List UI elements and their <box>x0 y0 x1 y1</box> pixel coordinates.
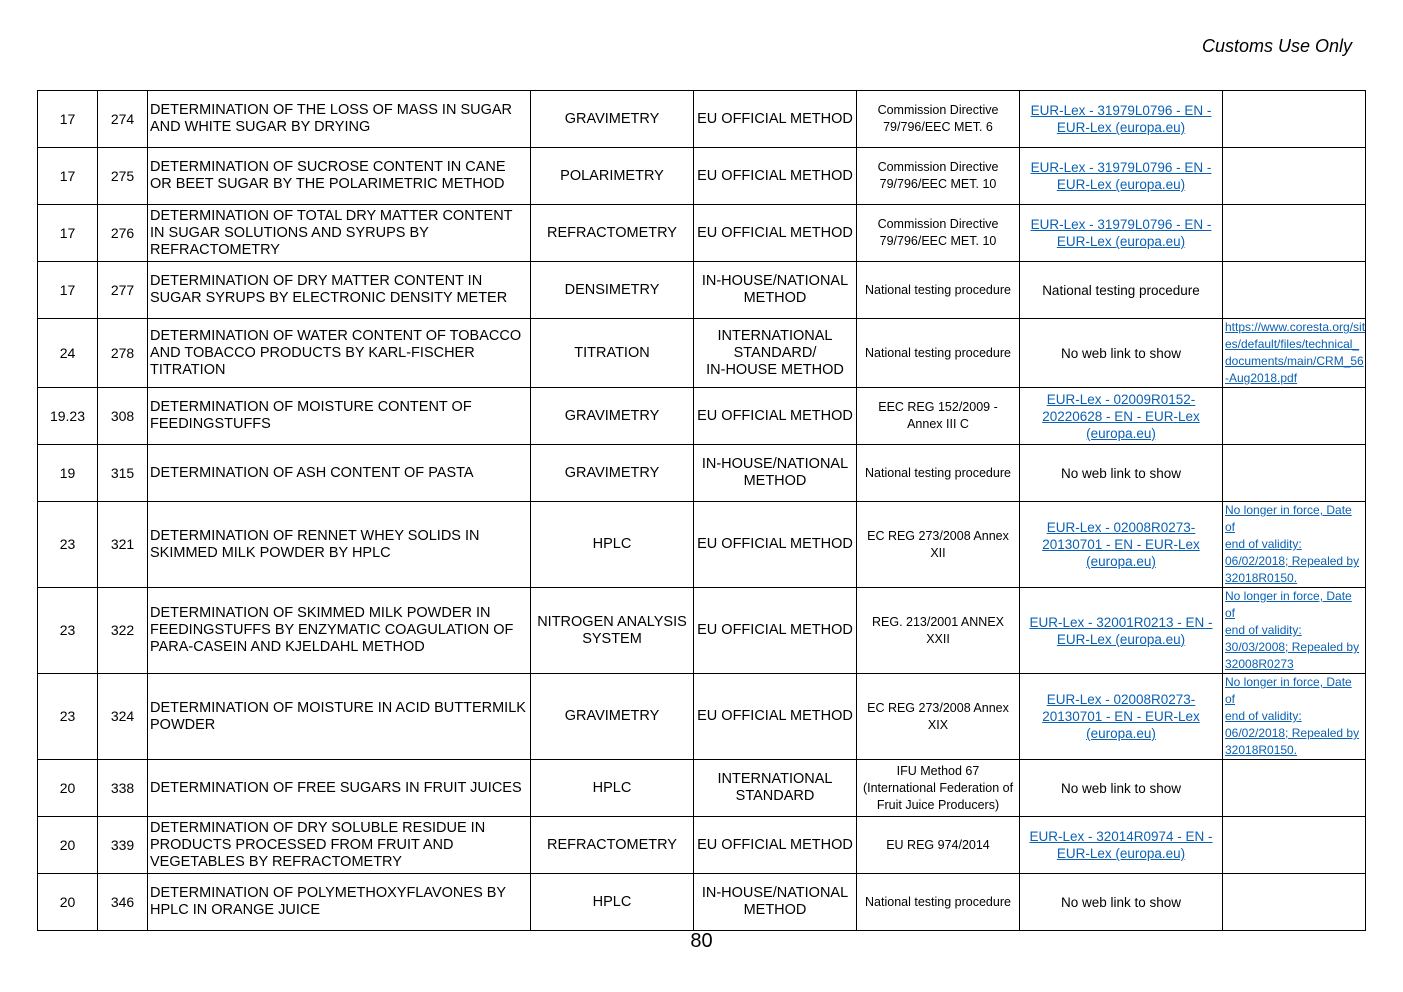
chapter-cell <box>38 874 98 931</box>
method-number-text: 308 <box>110 407 135 424</box>
technique-text: HPLC <box>592 536 632 552</box>
table-body <box>38 91 1366 931</box>
eur-lex-link[interactable]: EUR-Lex - 02008R0273- 20130701 - EN - EUR-Lex (europa.eu) <box>1042 520 1200 569</box>
reference-hyperlink[interactable]: No longer in force, Date of end of validity: 30/03/2008; Repealed by 32008R0273 <box>1225 589 1360 671</box>
method-number-text: 338 <box>110 779 135 796</box>
table-row <box>38 674 1366 760</box>
method-type-cell <box>694 502 857 588</box>
web-link-text: No web link to show <box>1060 894 1182 910</box>
reference-text: EC REG 273/2008 Annex XII <box>867 528 1009 560</box>
method-type-cell <box>694 148 857 205</box>
method-title-cell <box>148 91 531 148</box>
reference-cell <box>857 445 1020 502</box>
chapter-cell <box>38 319 98 388</box>
technique-text: DENSIMETRY <box>564 281 660 298</box>
method-number-text: 278 <box>110 344 135 361</box>
method-title-cell <box>148 262 531 319</box>
method-number-text: 321 <box>110 536 135 552</box>
web-link-cell <box>1020 760 1223 817</box>
method-type-text: EU OFFICIAL METHOD <box>697 167 853 184</box>
web-link-text: No web link to show <box>1060 465 1182 481</box>
method-title-cell <box>148 205 531 262</box>
web-link-cell <box>1020 262 1223 319</box>
method-title-text: DETERMINATION OF WATER CONTENT OF TOBACCO AND TOBACCO PRODUCTS BY KARL-FISCHER TITRATION <box>150 327 522 378</box>
reference-hyperlink[interactable]: No longer in force, Date of end of validity: 06/02/2018; Repealed by 32018R0150. <box>1225 503 1360 585</box>
technique-cell <box>531 388 694 445</box>
method-title-text: DETERMINATION OF MOISTURE IN ACID BUTTERMILK POWDER <box>150 699 526 733</box>
web-link-cell <box>1020 91 1223 148</box>
web-link-cell <box>1020 674 1223 760</box>
method-number-cell <box>98 91 148 148</box>
table-row <box>38 262 1366 319</box>
method-type-cell <box>694 588 857 674</box>
chapter-cell <box>38 588 98 674</box>
reference-text: National testing procedure <box>865 345 1011 360</box>
reference-cell <box>857 817 1020 874</box>
method-number-cell <box>98 588 148 674</box>
additional-link-cell <box>1223 874 1366 931</box>
method-title-cell <box>148 674 531 760</box>
method-number-text: 274 <box>110 110 135 127</box>
method-title-text: DETERMINATION OF RENNET WHEY SOLIDS IN SKIMMED MILK POWDER BY HPLC <box>150 527 480 561</box>
additional-link-cell <box>1223 445 1366 502</box>
method-number-cell <box>98 319 148 388</box>
web-link-cell <box>1020 588 1223 674</box>
method-title-text: DETERMINATION OF TOTAL DRY MATTER CONTENT IN SUGAR SOLUTIONS AND SYRUPS BY REFRACTOMETRY <box>150 207 513 258</box>
method-number-cell <box>98 674 148 760</box>
chapter-cell <box>38 445 98 502</box>
additional-link-cell <box>1223 388 1366 445</box>
additional-link-cell <box>1223 148 1366 205</box>
eur-lex-link[interactable]: EUR-Lex - 31979L0796 - EN - EUR-Lex (europa.eu) <box>1030 103 1212 135</box>
reference-cell <box>857 148 1020 205</box>
chapter-text: 17 <box>59 281 76 298</box>
method-title-text: DETERMINATION OF ASH CONTENT OF PASTA <box>150 464 474 481</box>
technique-cell <box>531 445 694 502</box>
additional-link-cell <box>1223 262 1366 319</box>
method-type-cell <box>694 319 857 388</box>
reference-text: Commission Directive 79/796/EEC MET. 10 <box>877 217 999 248</box>
technique-cell <box>531 588 694 674</box>
chapter-cell <box>38 388 98 445</box>
technique-text: GRAVIMETRY <box>564 464 660 481</box>
reference-text: National testing procedure <box>865 894 1011 909</box>
method-type-cell <box>694 760 857 817</box>
technique-cell <box>531 319 694 388</box>
technique-text: HPLC <box>592 779 632 796</box>
table-row <box>38 148 1366 205</box>
table-row <box>38 502 1366 588</box>
method-number-cell <box>98 502 148 588</box>
chapter-text: 17 <box>59 110 76 127</box>
additional-link-cell <box>1223 91 1366 148</box>
chapter-cell <box>38 760 98 817</box>
method-title-text: DETERMINATION OF FREE SUGARS IN FRUIT JUICES <box>150 779 522 796</box>
chapter-cell <box>38 817 98 874</box>
eur-lex-link[interactable]: EUR-Lex - 02008R0273- 20130701 - EN - EUR-Lex (europa.eu) <box>1042 692 1200 741</box>
reference-cell <box>857 588 1020 674</box>
chapter-text: 20 <box>59 836 76 853</box>
reference-text: Commission Directive 79/796/EEC MET. 6 <box>877 103 999 134</box>
technique-cell <box>531 502 694 588</box>
eur-lex-link[interactable]: EUR-Lex - 02009R0152- 20220628 - EN - EUR-Lex (europa.eu) <box>1042 391 1200 441</box>
reference-cell <box>857 874 1020 931</box>
table-row <box>38 388 1366 445</box>
methods-table <box>37 90 1366 931</box>
method-type-text: INTERNATIONAL STANDARD/ IN-HOUSE METHOD <box>706 327 844 378</box>
chapter-text: 19.23 <box>49 407 86 424</box>
method-number-cell <box>98 388 148 445</box>
chapter-text: 24 <box>59 344 76 361</box>
method-title-text: DETERMINATION OF MOISTURE CONTENT OF FEEDINGSTUFFS <box>150 399 472 432</box>
technique-text: REFRACTOMETRY <box>547 836 677 853</box>
technique-text: NITROGEN ANALYSIS SYSTEM <box>537 613 687 647</box>
reference-cell <box>857 319 1020 388</box>
chapter-cell <box>38 205 98 262</box>
method-title-text: DETERMINATION OF THE LOSS OF MASS IN SUGAR AND WHITE SUGAR BY DRYING <box>150 102 513 135</box>
method-number-cell <box>98 817 148 874</box>
table-row <box>38 588 1366 674</box>
method-number-text: 339 <box>110 836 135 853</box>
chapter-cell <box>38 91 98 148</box>
web-link-text: National testing procedure <box>1042 282 1200 298</box>
eur-lex-link[interactable]: EUR-Lex - 31979L0796 - EN - EUR-Lex (europa.eu) <box>1030 217 1212 249</box>
chapter-text: 17 <box>59 224 76 241</box>
method-number-cell <box>98 148 148 205</box>
additional-link-cell <box>1223 817 1366 874</box>
method-title-cell <box>148 874 531 931</box>
method-title-cell <box>148 760 531 817</box>
table-row <box>38 445 1366 502</box>
method-type-text: IN-HOUSE/NATIONAL METHOD <box>701 456 849 489</box>
method-title-cell <box>148 502 531 588</box>
method-title-text: DETERMINATION OF SKIMMED MILK POWDER IN FEEDINGSTUFFS BY ENZYMATIC COAGULATION OF PARA-CASEIN AND KJELDAHL METHOD <box>150 605 514 655</box>
chapter-text: 20 <box>59 779 76 796</box>
reference-cell <box>857 760 1020 817</box>
chapter-text: 17 <box>59 167 76 184</box>
method-type-text: EU OFFICIAL METHOD <box>697 708 853 724</box>
web-link-cell <box>1020 148 1223 205</box>
additional-link-cell <box>1223 588 1366 674</box>
reference-text: REG. 213/2001 ANNEX XXII <box>871 614 1005 646</box>
web-link-cell <box>1020 388 1223 445</box>
method-title-cell <box>148 588 531 674</box>
eur-lex-link[interactable]: EUR-Lex - 32014R0974 - EN - EUR-Lex (europa.eu) <box>1029 829 1213 861</box>
reference-hyperlink[interactable]: https://www.coresta.org/sit es/default/files/technical_ documents/main/CRM_56 -Aug2018.pdf <box>1225 320 1366 385</box>
technique-text: GRAVIMETRY <box>564 110 660 127</box>
reference-cell <box>857 262 1020 319</box>
method-title-text: DETERMINATION OF DRY MATTER CONTENT IN SUGAR SYRUPS BY ELECTRONIC DENSITY METER <box>150 273 508 306</box>
method-number-cell <box>98 874 148 931</box>
method-title-cell <box>148 817 531 874</box>
technique-cell <box>531 760 694 817</box>
reference-text: National testing procedure <box>865 465 1011 480</box>
method-type-text: EU OFFICIAL METHOD <box>697 407 853 424</box>
table-row <box>38 874 1366 931</box>
method-type-cell <box>694 817 857 874</box>
additional-link-cell <box>1223 760 1366 817</box>
method-type-text: EU OFFICIAL METHOD <box>697 622 853 638</box>
technique-cell <box>531 674 694 760</box>
method-type-text: EU OFFICIAL METHOD <box>697 110 853 127</box>
technique-cell <box>531 262 694 319</box>
method-type-cell <box>694 445 857 502</box>
method-type-text: IN-HOUSE/NATIONAL METHOD <box>701 273 849 306</box>
reference-text: EC REG 273/2008 Annex XIX <box>867 700 1009 732</box>
method-title-text: DETERMINATION OF SUCROSE CONTENT IN CANE OR BEET SUGAR BY THE POLARIMETRIC METHOD <box>150 159 506 192</box>
method-type-cell <box>694 674 857 760</box>
method-type-text: EU OFFICIAL METHOD <box>697 536 853 552</box>
web-link-text: No web link to show <box>1060 345 1182 361</box>
web-link-cell <box>1020 445 1223 502</box>
method-title-cell <box>148 319 531 388</box>
reference-cell <box>857 388 1020 445</box>
method-type-text: EU OFFICIAL METHOD <box>697 224 853 241</box>
web-link-text: No web link to show <box>1060 780 1182 796</box>
web-link-cell <box>1020 817 1223 874</box>
reference-text: EEC REG 152/2009 - Annex III C <box>878 400 998 431</box>
table-row <box>38 817 1366 874</box>
method-number-cell <box>98 205 148 262</box>
chapter-text: 20 <box>59 893 76 910</box>
table-row <box>38 319 1366 388</box>
method-number-cell <box>98 760 148 817</box>
additional-link-cell <box>1223 502 1366 588</box>
chapter-cell <box>38 262 98 319</box>
chapter-text: 19 <box>59 464 76 481</box>
technique-cell <box>531 817 694 874</box>
method-type-cell <box>694 205 857 262</box>
chapter-cell <box>38 674 98 760</box>
reference-text: EU REG 974/2014 <box>886 837 990 852</box>
technique-cell <box>531 148 694 205</box>
web-link-cell <box>1020 874 1223 931</box>
table-row <box>38 760 1366 817</box>
reference-text: Commission Directive 79/796/EEC MET. 10 <box>877 160 999 191</box>
method-type-text: INTERNATIONAL STANDARD <box>717 771 833 804</box>
technique-cell <box>531 874 694 931</box>
web-link-cell <box>1020 205 1223 262</box>
method-number-text: 276 <box>110 224 135 241</box>
header-note: Customs Use Only <box>1201 36 1352 56</box>
reference-cell <box>857 205 1020 262</box>
method-number-text: 322 <box>110 622 135 638</box>
chapter-text: 23 <box>59 708 76 724</box>
method-title-cell <box>148 148 531 205</box>
method-number-text: 275 <box>110 167 135 184</box>
additional-link-cell <box>1223 674 1366 760</box>
method-number-cell <box>98 445 148 502</box>
table-row <box>38 205 1366 262</box>
method-type-cell <box>694 91 857 148</box>
method-type-cell <box>694 262 857 319</box>
method-type-cell <box>694 388 857 445</box>
technique-text: HPLC <box>592 893 632 910</box>
reference-hyperlink[interactable]: No longer in force, Date of end of validity: 06/02/2018; Repealed by 32018R0150. <box>1225 675 1360 757</box>
web-link-cell <box>1020 319 1223 388</box>
technique-text: GRAVIMETRY <box>564 407 660 424</box>
web-link-cell <box>1020 502 1223 588</box>
technique-cell <box>531 91 694 148</box>
method-title-text: DETERMINATION OF DRY SOLUBLE RESIDUE IN PRODUCTS PROCESSED FROM FRUIT AND VEGETABLES BY REFRACTOMETRY <box>150 819 486 870</box>
method-type-text: EU OFFICIAL METHOD <box>697 836 853 853</box>
method-number-text: 324 <box>110 708 135 724</box>
reference-cell <box>857 91 1020 148</box>
technique-text: TITRATION <box>574 344 650 361</box>
eur-lex-link[interactable]: EUR-Lex - 31979L0796 - EN - EUR-Lex (europa.eu) <box>1030 160 1212 192</box>
method-number-text: 277 <box>110 281 135 298</box>
method-title-text: DETERMINATION OF POLYMETHOXYFLAVONES BY HPLC IN ORANGE JUICE <box>150 885 506 918</box>
chapter-cell <box>38 502 98 588</box>
technique-text: POLARIMETRY <box>560 167 664 184</box>
method-title-cell <box>148 445 531 502</box>
additional-link-cell <box>1223 205 1366 262</box>
method-number-text: 346 <box>110 893 135 910</box>
reference-text: National testing procedure <box>865 282 1011 297</box>
page-number: 80 <box>690 930 713 952</box>
method-type-text: IN-HOUSE/NATIONAL METHOD <box>701 885 849 918</box>
technique-text: REFRACTOMETRY <box>547 224 677 241</box>
chapter-text: 23 <box>59 622 76 638</box>
chapter-text: 23 <box>59 536 76 552</box>
method-number-cell <box>98 262 148 319</box>
table-row <box>38 91 1366 148</box>
reference-text: IFU Method 67 (International Federation of Fruit Juice Producers) <box>862 763 1014 812</box>
reference-cell <box>857 502 1020 588</box>
additional-link-cell <box>1223 319 1366 388</box>
technique-text: GRAVIMETRY <box>564 708 660 724</box>
method-type-cell <box>694 874 857 931</box>
eur-lex-link[interactable]: EUR-Lex - 32001R0213 - EN - EUR-Lex (europa.eu) <box>1029 614 1213 647</box>
method-number-text: 315 <box>110 464 135 481</box>
method-title-cell <box>148 388 531 445</box>
technique-cell <box>531 205 694 262</box>
reference-cell <box>857 674 1020 760</box>
chapter-cell <box>38 148 98 205</box>
